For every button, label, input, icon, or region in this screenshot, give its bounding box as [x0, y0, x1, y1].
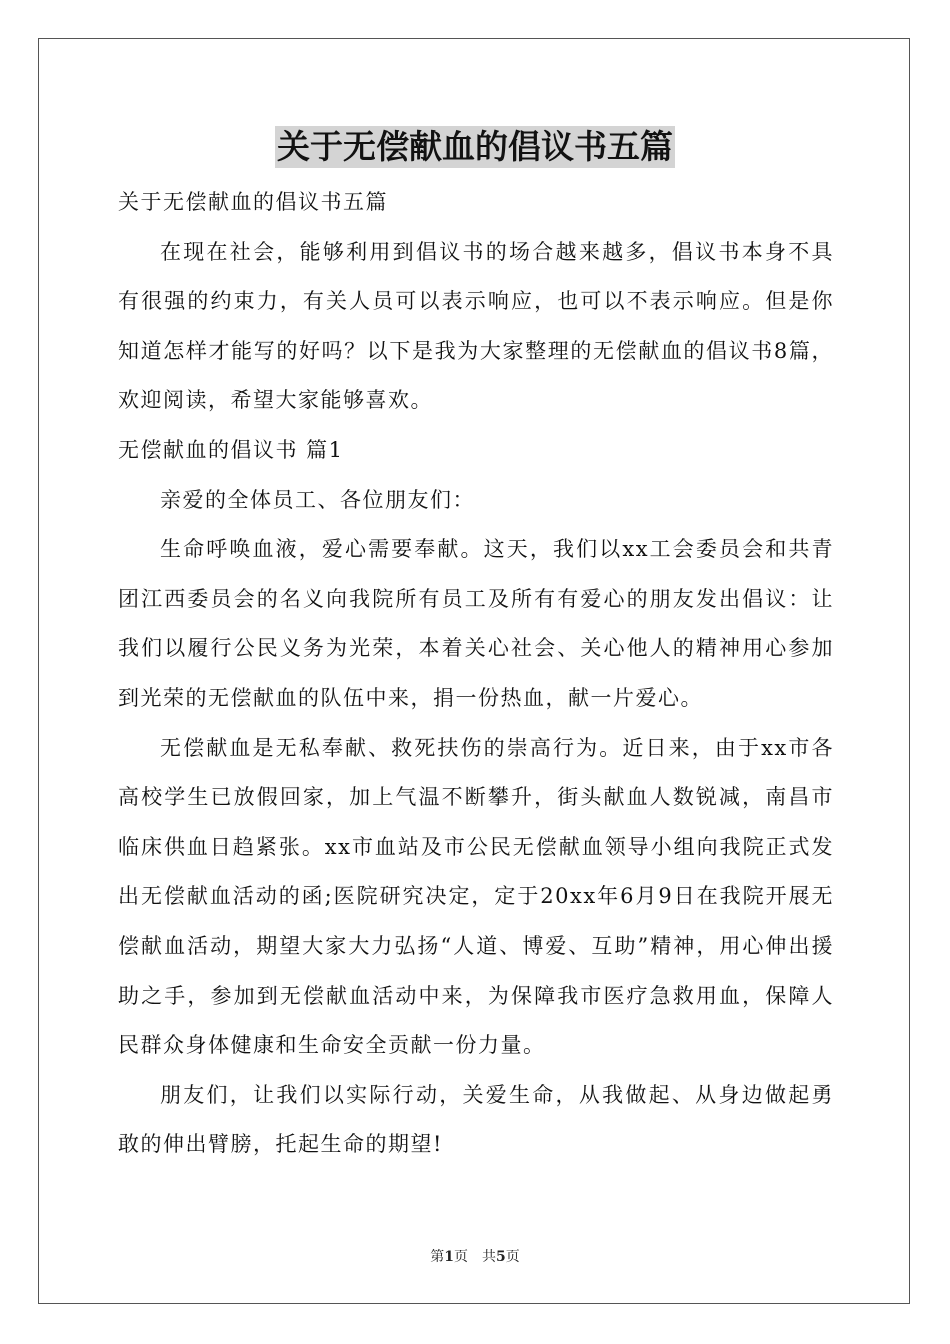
- page-prefix: 第: [430, 1249, 445, 1265]
- page-number: 1: [444, 1249, 454, 1265]
- total-prefix: 共: [482, 1249, 496, 1265]
- paragraph: 生命呼唤血液，爱心需要奉献。这天，我们以xx工会委员会和共青团江西委员会的名义向我院所有员工及所有有爱心的朋友发出倡议：让我们以履行公民义务为光荣，本着关心社会、关心他人的精神用心参加到光荣的无偿献血的队伍中来，捐一份热血，献一片爱心。: [118, 537, 834, 710]
- paragraph: 关于无偿献血的倡议书五篇: [118, 190, 388, 214]
- paragraph: 在现在社会，能够利用到倡议书的场合越来越多，倡议书本身不具有很强的约束力，有关人员可以表示响应，也可以不表示响应。但是你知道怎样才能写的好吗？以下是我为大家整理的无偿献血的倡议书8篇，欢迎阅读，希望大家能够喜欢。: [118, 239, 834, 413]
- total-pages: 5: [496, 1249, 506, 1265]
- document-body: [118, 178, 834, 1170]
- salutation: 亲爱的全体员工、各位朋友们：: [160, 487, 475, 512]
- section-heading: 无偿献血的倡议书 篇1: [118, 437, 344, 462]
- paragraph: 无偿献血是无私奉献、救死扶伤的崇高行为。近日来，由于xx市各高校学生已放假回家，加上气温不断攀升，街头献血人数锐减，南昌市临床供血日趋紧张。xx市血站及市公民无偿献血领导小组向我院正式发出无偿献血活动的函;医院研究决定，定于20xx年6月9日在我院开展无偿献血活动，期望大家大力弘扬“人道、博爱、互助”精神，用心伸出援助之手，参加到无偿献血活动中来，为保障我市医疗急救用血，保障人民群众身体健康和生命安全贡献一份力量。: [118, 735, 834, 1058]
- page-suffix: 页: [454, 1249, 468, 1265]
- total-suffix: 页: [505, 1249, 520, 1265]
- paragraph: 朋友们，让我们以实际行动，关爱生命，从我做起、从身边做起勇敢的伸出臂膀，托起生命的期望!: [118, 1082, 834, 1157]
- document-title: 关于无偿献血的倡议书五篇: [277, 127, 673, 166]
- title-container: [0, 126, 950, 168]
- page-footer: [0, 1247, 950, 1267]
